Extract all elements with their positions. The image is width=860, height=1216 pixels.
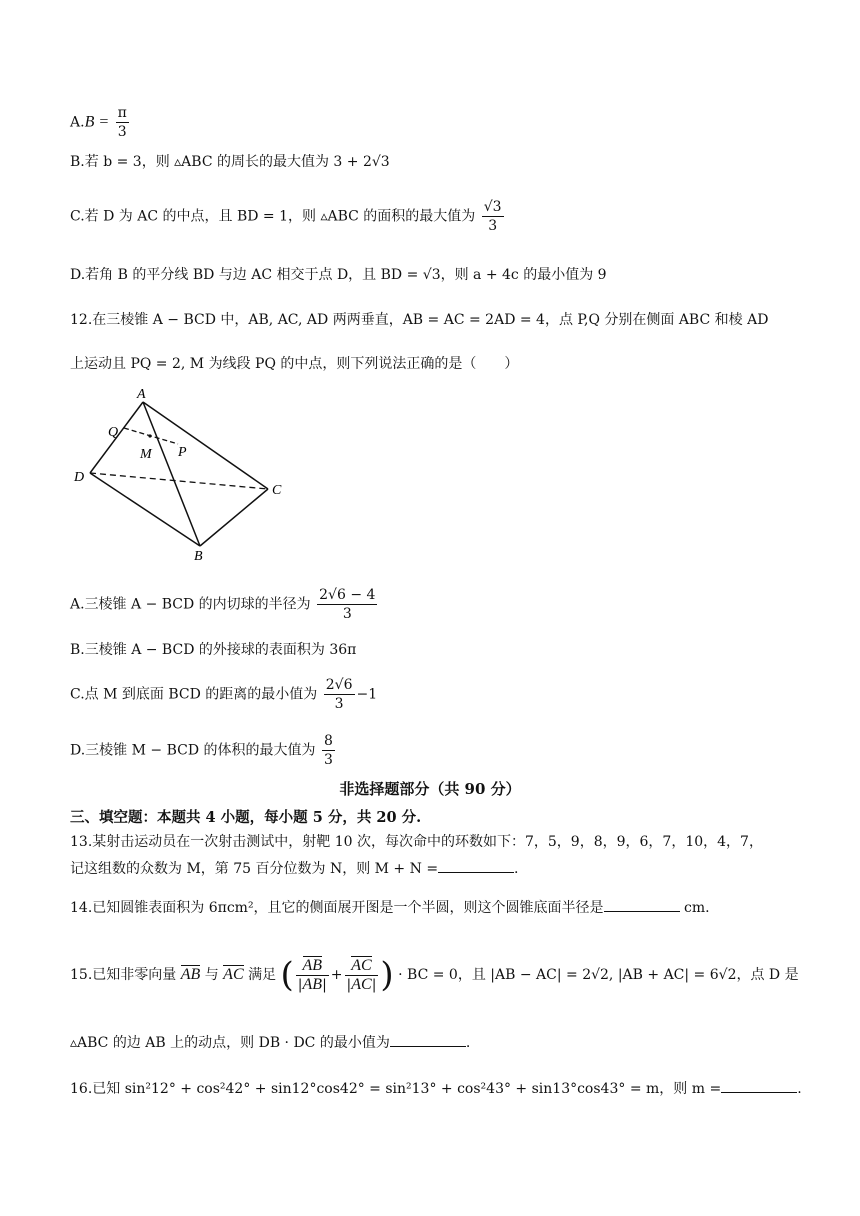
q12-option-d: [70, 732, 337, 769]
fraction: [116, 104, 129, 141]
fraction: $\frac{AB}{|AB|}$: [297, 956, 327, 993]
punctuation: .: [465, 1035, 471, 1051]
question-text: 14.已知圆锥表面积为 6πcm²，且它的侧面展开图是一个半圆，则这个圆锥底面半径是: [70, 900, 604, 916]
answer-blank[interactable]: [438, 858, 514, 873]
option-text: C.点 M 到底面 BCD 的距离的最小值为: [70, 686, 318, 703]
q11-option-c: [70, 198, 506, 235]
vector-ac: AC: [223, 966, 244, 983]
tetrahedron-figure: [70, 388, 300, 563]
numerator: 2√6 − 4: [319, 587, 376, 603]
q15-stem-line1: 15.已知非零向量 AB 与 AC 满足 ( $\frac{AB}{|AB|}$ + $\frac{AC}{|AC|}$ ) · BC = 0，且 |AB − AC| = 2√2, |AB + AC| = 6√2，点 D 是: [70, 955, 799, 995]
q12-option-a: [70, 586, 379, 623]
unit-text: cm.: [684, 900, 710, 916]
answer-blank[interactable]: [721, 1078, 797, 1093]
section-heading: 非选择题部分（共 90 分）: [339, 780, 521, 798]
q11-option-a: [70, 104, 131, 141]
point-label-q: Q: [108, 425, 119, 440]
vertex-label-c: C: [272, 483, 282, 498]
point-label-p: P: [178, 445, 187, 460]
q16-stem: [70, 1078, 802, 1099]
denominator: 3: [323, 752, 333, 768]
question-text: ▵ABC 的边 AB 上的动点，则 DB · DC 的最小值为: [70, 1035, 390, 1051]
q12-stem-line2: 上运动且 PQ = 2, M 为线段 PQ 的中点，则下列说法正确的是（ ）: [70, 356, 519, 372]
punctuation: .: [797, 1081, 802, 1097]
fraction: [482, 198, 504, 235]
denominator: 3: [488, 218, 498, 234]
q12-option-c: [70, 676, 377, 713]
q12-option-b: B.三棱锥 A − BCD 的外接球的表面积为 36π: [70, 642, 357, 658]
vector-ab: AB: [302, 975, 323, 993]
connector-text: 与: [204, 967, 219, 983]
numerator: 2√6: [325, 677, 353, 693]
option-text: C.若 D 为 AC 的中点，且 BD = 1，则 ▵ABC 的面积的最大值为: [70, 208, 476, 225]
option-letter: A.: [70, 114, 85, 131]
right-paren: ): [380, 955, 394, 995]
answer-blank[interactable]: [604, 897, 680, 912]
fraction: [322, 732, 335, 769]
q13-stem-line2: [70, 858, 519, 879]
fraction: [324, 676, 355, 713]
math-expr: B =: [84, 113, 110, 131]
vector-ac: AC: [351, 975, 372, 993]
vector-ab: AB: [302, 956, 323, 974]
vertex-label-a: A: [137, 388, 146, 402]
section-three-heading: 三、填空题：本题共 4 小题，每小题 5 分，共 20 分.: [70, 809, 422, 826]
option-text: A.三棱锥 A − BCD 的内切球的半径为: [70, 596, 311, 613]
q11-option-b: B.若 b = 3，则 ▵ABC 的周长的最大值为 3 + 2√3: [70, 154, 390, 170]
punctuation: .: [514, 861, 519, 877]
vertex-label-d: D: [74, 470, 85, 485]
q15-stem-line2: [70, 1032, 470, 1053]
vector-ac: AC: [351, 956, 372, 974]
left-paren: (: [280, 955, 294, 995]
point-label-m: M: [140, 447, 152, 462]
connector-text: 满足: [248, 967, 277, 983]
denominator: 3: [334, 696, 344, 712]
question-text: 15.已知非零向量: [70, 967, 177, 983]
numerator: 8: [323, 733, 333, 749]
numerator: π: [117, 105, 127, 121]
option-text: D.三棱锥 M − BCD 的体积的最大值为: [70, 742, 316, 759]
q14-stem: [70, 897, 710, 918]
denominator: 3: [342, 606, 352, 622]
math-expr: −1: [356, 686, 378, 703]
answer-blank[interactable]: [390, 1032, 466, 1047]
fraction: $\frac{AC}{|AC|}$: [346, 956, 377, 993]
question-text: 记这组数的众数为 M，第 75 百分位数为 N，则 M + N =: [70, 861, 439, 877]
q12-stem-line1: 12.在三棱锥 A − BCD 中，AB, AC, AD 两两垂直，AB = AC = 2AD = 4，点 P,Q 分别在侧面 ABC 和棱 AD: [70, 312, 769, 328]
numerator: √3: [483, 199, 502, 215]
q13-stem-line1: 13.某射击运动员在一次射击测试中，射靶 10 次，每次命中的环数如下：7，5，9，8，9，6，7，10，4，7，: [70, 834, 763, 850]
vector-ab: AB: [180, 966, 201, 983]
question-text: · BC = 0，且 |AB − AC| = 2√2, |AB + AC| = 6√2，点 D 是: [398, 967, 799, 983]
fraction: [317, 586, 377, 623]
question-text: 16.已知 sin²12° + cos²42° + sin12°cos42° = sin²13° + cos²43° + sin13°cos43° = m，则 m =: [70, 1081, 722, 1097]
q11-option-d: D.若角 B 的平分线 BD 与边 AC 相交于点 D，且 BD = √3，则 a + 4c 的最小值为 9: [70, 267, 607, 283]
denominator: 3: [117, 124, 127, 140]
vertex-label-b: B: [194, 549, 203, 563]
